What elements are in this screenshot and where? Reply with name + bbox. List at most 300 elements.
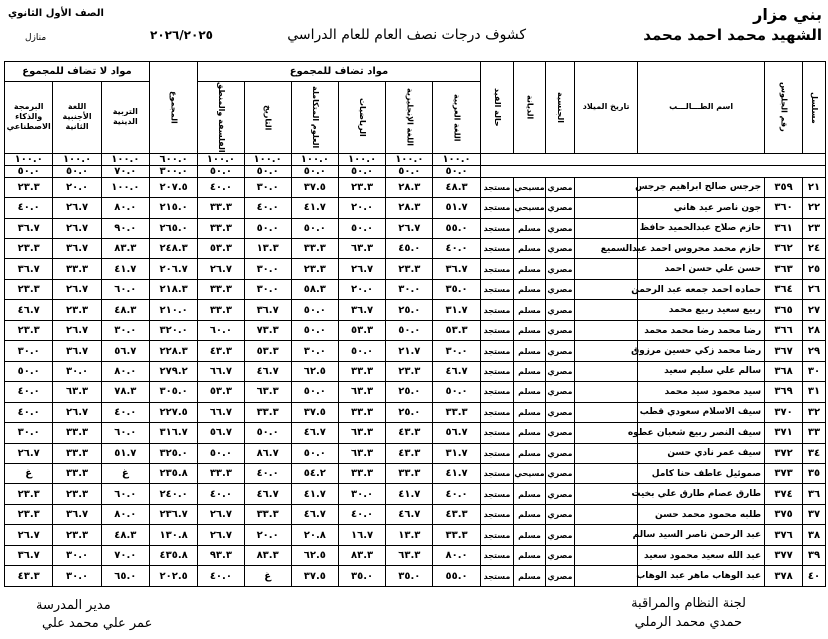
grade-total: ٤٣٥.٨: [149, 545, 197, 565]
birth-cell: [575, 341, 638, 361]
grade-programming: ٤٠.٠: [5, 382, 53, 402]
table-row: [5, 464, 826, 484]
max-grade: ١٠٠.٠: [433, 153, 480, 165]
table-row: [5, 402, 826, 422]
grade-total: ٢٤٨.٣: [149, 239, 197, 259]
grade-programming: ٣٠.٠: [5, 341, 53, 361]
grade-religious: ١٠٠.٠: [101, 177, 149, 197]
grade-philosophy: ٣٣.٣: [198, 464, 244, 484]
religion-cell: مسلم: [514, 545, 545, 565]
grade-science: ٥٨.٣: [291, 279, 338, 299]
grade-philosophy: ٢٦.٧: [198, 504, 244, 524]
grade-history: ٣٠.٠: [244, 177, 291, 197]
grade-philosophy: ٦٠.٠: [198, 320, 244, 340]
student-name: سالم علي سليم سعيد: [638, 361, 765, 381]
min-grades-row: [5, 165, 826, 177]
grade-arabic: ٣١.٧: [433, 443, 480, 463]
nationality-cell: مصري: [545, 279, 574, 299]
religion-cell: مسيحي: [514, 198, 545, 218]
committee-title: لجنة النظام والمراقبة: [631, 596, 746, 611]
grade-religious: ٦٥.٠: [101, 566, 149, 587]
grade-religious: غ: [101, 464, 149, 484]
grade-total: ٣٠٥.٠: [149, 382, 197, 402]
seat-cell: ٣٦٣: [765, 259, 803, 279]
grade-history: ٣٣.٣: [244, 402, 291, 422]
table-row: [5, 239, 826, 259]
grade-philosophy: ٤٠.٠: [198, 177, 244, 197]
status-cell: مستجد: [480, 545, 514, 565]
grade-religious: ٦٠.٠: [101, 484, 149, 504]
serial-cell: ٣١: [802, 382, 825, 402]
religion-cell: مسلم: [514, 484, 545, 504]
seat-cell: ٣٦٢: [765, 239, 803, 259]
grade-total: ٢٤٠.٠: [149, 484, 197, 504]
grade-science: ٦٢.٥: [291, 545, 338, 565]
serial-cell: ٤٠: [802, 566, 825, 587]
grade-philosophy: ٤٠.٠: [198, 566, 244, 587]
status-cell: مستجد: [480, 198, 514, 218]
table-row: [5, 218, 826, 238]
seat-cell: ٣٧٤: [765, 484, 803, 504]
max-grade: ١٠٠.٠: [101, 153, 149, 165]
grade-total: ٢١٠.٠: [149, 300, 197, 320]
grade-total: ٢٢٨.٣: [149, 341, 197, 361]
table-row: [5, 423, 826, 443]
col-religion: الديانة: [514, 62, 545, 154]
grade-science: ٣٧.٥: [291, 177, 338, 197]
grade-english: ٤٦.٧: [386, 504, 433, 524]
max-grade: ٦٠٠.٠: [149, 153, 197, 165]
table-row: [5, 361, 826, 381]
grade-religious: ٦٠.٠: [101, 279, 149, 299]
school-name: الشهيد محمد احمد محمد: [643, 26, 822, 44]
grade-math: ٦٣.٣: [338, 443, 385, 463]
grade-programming: ٢٣.٣: [5, 239, 53, 259]
student-name: سيد محمود سيد محمد: [638, 382, 765, 402]
grade-english: ٢٨.٣: [386, 177, 433, 197]
grade-science: ٣٣.٣: [291, 239, 338, 259]
grade-foreign2: ٣٠.٠: [53, 566, 101, 587]
grade-science: ٤٦.٧: [291, 504, 338, 524]
grade-english: ٤٣.٣: [386, 423, 433, 443]
grade-religious: ٨٣.٣: [101, 239, 149, 259]
grade-foreign2: ٢٣.٣: [53, 525, 101, 545]
min-row-spacer: [480, 165, 825, 177]
serial-cell: ٣٣: [802, 423, 825, 443]
grade-arabic: ٤٨.٣: [433, 177, 480, 197]
birth-cell: [575, 504, 638, 524]
grade-arabic: ٤٠.٠: [433, 484, 480, 504]
grade-religious: ٨٠.٠: [101, 504, 149, 524]
status-cell: مستجد: [480, 361, 514, 381]
grade-philosophy: ٣٣.٣: [198, 198, 244, 218]
status-cell: مستجد: [480, 525, 514, 545]
grade-math: ١٦.٧: [338, 525, 385, 545]
student-name: رضا محمد رضا محمد محمد: [638, 320, 765, 340]
seat-cell: ٣٧٦: [765, 525, 803, 545]
grade-programming: ٤٠.٠: [5, 198, 53, 218]
serial-cell: ٢٤: [802, 239, 825, 259]
birth-cell: [575, 279, 638, 299]
birth-cell: [575, 545, 638, 565]
grade-math: ٨٣.٣: [338, 545, 385, 565]
nationality-cell: مصري: [545, 198, 574, 218]
min-grade: ٥٠.٠: [198, 165, 244, 177]
serial-cell: ٢٣: [802, 218, 825, 238]
student-name: رضا محمد زكي حسين مرزوق: [638, 341, 765, 361]
grade-english: ٢٣.٣: [386, 361, 433, 381]
grade-religious: ٨٠.٠: [101, 198, 149, 218]
grade-programming: ٢٣.٣: [5, 504, 53, 524]
grade-total: ٢٣٦.٧: [149, 504, 197, 524]
birth-cell: [575, 443, 638, 463]
grade-history: ٧٣.٣: [244, 320, 291, 340]
principal-name: عمر علي محمد علي: [42, 616, 153, 631]
grade-religious: ٣٠.٠: [101, 320, 149, 340]
seat-cell: ٣٦٨: [765, 361, 803, 381]
grade-math: ٣٣.٣: [338, 361, 385, 381]
table-row: [5, 525, 826, 545]
table-row: [5, 300, 826, 320]
grade-english: ٦٣.٣: [386, 545, 433, 565]
grade-history: ٤٠.٠: [244, 464, 291, 484]
birth-cell: [575, 464, 638, 484]
grade-religious: ٥١.٧: [101, 443, 149, 463]
grade-english: ٣٣.٣: [386, 464, 433, 484]
max-grade: ١٠٠.٠: [338, 153, 385, 165]
grade-math: ٥٠.٠: [338, 218, 385, 238]
seat-cell: ٣٦٦: [765, 320, 803, 340]
grade-math: ٣٠.٠: [338, 484, 385, 504]
table-row: [5, 259, 826, 279]
max-grade: ١٠٠.٠: [5, 153, 53, 165]
serial-cell: ٢٩: [802, 341, 825, 361]
serial-cell: ٢٢: [802, 198, 825, 218]
status-cell: مستجد: [480, 484, 514, 504]
table-row: [5, 504, 826, 524]
status-cell: مستجد: [480, 402, 514, 422]
birth-cell: [575, 300, 638, 320]
min-grade: ٥٠.٠: [338, 165, 385, 177]
nationality-cell: مصري: [545, 382, 574, 402]
religion-cell: مسلم: [514, 218, 545, 238]
birth-cell: [575, 361, 638, 381]
student-name: سيف الاسلام سعودي قطب: [638, 402, 765, 422]
academic-year: ٢٠٢٦/٢٠٢٥: [150, 28, 213, 42]
nationality-cell: مصري: [545, 545, 574, 565]
serial-cell: ٢١: [802, 177, 825, 197]
grade-foreign2: ٣٣.٣: [53, 443, 101, 463]
grade-arabic: ٥٦.٧: [433, 423, 480, 443]
table-row: [5, 382, 826, 402]
grade-english: ٢٨.٣: [386, 198, 433, 218]
grade-history: ٢٠.٠: [244, 525, 291, 545]
grade-english: ٢٥.٠: [386, 382, 433, 402]
student-name: جرجس صالح ابراهيم جرجس: [638, 177, 765, 197]
max-grade: ١٠٠.٠: [53, 153, 101, 165]
grade-science: ٥٠.٠: [291, 300, 338, 320]
grade-math: ٣٣.٣: [338, 402, 385, 422]
grade-religious: ٥٦.٧: [101, 341, 149, 361]
status-cell: مستجد: [480, 504, 514, 524]
status-cell: مستجد: [480, 239, 514, 259]
status-cell: مستجد: [480, 218, 514, 238]
table-row: [5, 198, 826, 218]
grade-philosophy: ٣٣.٣: [198, 218, 244, 238]
grade-foreign2: ٣٣.٣: [53, 259, 101, 279]
grade-science: ٥٠.٠: [291, 382, 338, 402]
group-not-added: مواد لا تضاف للمجموع: [5, 62, 150, 82]
grade-philosophy: ٥٣.٣: [198, 239, 244, 259]
grade-history: ٣٠.٠: [244, 279, 291, 299]
col-name: اسم الطـــالـــب: [638, 62, 765, 154]
birth-cell: [575, 320, 638, 340]
grade-science: ٥٤.٢: [291, 464, 338, 484]
grade-science: ٣٠.٠: [291, 341, 338, 361]
serial-cell: ٣٠: [802, 361, 825, 381]
seat-cell: ٣٧٨: [765, 566, 803, 587]
report-title: كشوف درجات نصف العام للعام الدراسي: [287, 27, 526, 43]
status-cell: مستجد: [480, 341, 514, 361]
grade-foreign2: ٢٦.٧: [53, 279, 101, 299]
min-grade: ٧٠.٠: [101, 165, 149, 177]
nationality-cell: مصري: [545, 525, 574, 545]
max-grade: ١٠٠.٠: [198, 153, 244, 165]
grade-arabic: ٤٦.٧: [433, 361, 480, 381]
nationality-cell: مصري: [545, 218, 574, 238]
status-cell: مستجد: [480, 320, 514, 340]
grade-foreign2: ٢٦.٧: [53, 320, 101, 340]
religion-cell: مسيحي: [514, 177, 545, 197]
religion-cell: مسلم: [514, 423, 545, 443]
grade-history: ١٣.٣: [244, 239, 291, 259]
grade-science: ٥٠.٠: [291, 218, 338, 238]
grade-foreign2: ٢٠.٠: [53, 177, 101, 197]
grade-history: ٤٦.٧: [244, 361, 291, 381]
status-cell: مستجد: [480, 259, 514, 279]
grade-philosophy: ٣٣.٣: [198, 300, 244, 320]
table-row: [5, 341, 826, 361]
serial-cell: ٣٢: [802, 402, 825, 422]
birth-cell: [575, 402, 638, 422]
religion-cell: مسلم: [514, 239, 545, 259]
grade-history: ٣٣.٣: [244, 504, 291, 524]
seat-cell: ٣٦٥: [765, 300, 803, 320]
grade-programming: ٣٦.٧: [5, 259, 53, 279]
birth-cell: [575, 382, 638, 402]
nationality-cell: مصري: [545, 464, 574, 484]
grade-total: ٢١٥.٠: [149, 198, 197, 218]
principal-title: مدير المدرسة: [36, 598, 111, 613]
student-name: سيف عمر نادي حسن: [638, 443, 765, 463]
grade-arabic: ٣٠.٠: [433, 341, 480, 361]
nationality-cell: مصري: [545, 300, 574, 320]
nationality-cell: مصري: [545, 504, 574, 524]
table-row: [5, 484, 826, 504]
grade-foreign2: ٢٣.٣: [53, 300, 101, 320]
grade-history: ٣٠.٠: [244, 259, 291, 279]
grade-history: ٤٠.٠: [244, 198, 291, 218]
grade-programming: غ: [5, 464, 53, 484]
student-name: حماده احمد جمعه عبد الرحمن: [638, 279, 765, 299]
grade-foreign2: ٢٦.٧: [53, 218, 101, 238]
grade-programming: ٤٠.٠: [5, 402, 53, 422]
serial-cell: ٢٨: [802, 320, 825, 340]
grade-english: ٢٥.٠: [386, 402, 433, 422]
grade-total: ٣١٦.٧: [149, 423, 197, 443]
birth-cell: [575, 198, 638, 218]
col-total: المجموع: [149, 62, 197, 154]
grade-arabic: ٥٥.٠: [433, 218, 480, 238]
grade-foreign2: ٣٦.٧: [53, 504, 101, 524]
grade-philosophy: ٢٦.٧: [198, 259, 244, 279]
max-grade: ١٠٠.٠: [244, 153, 291, 165]
min-grade: ٥٠.٠: [386, 165, 433, 177]
col-history: التاريخ: [244, 82, 291, 154]
grade-religious: ٧٠.٠: [101, 545, 149, 565]
grade-english: ٤٥.٠: [386, 239, 433, 259]
grade-philosophy: ٢٦.٧: [198, 525, 244, 545]
religion-cell: مسلم: [514, 300, 545, 320]
religion-cell: مسلم: [514, 361, 545, 381]
grade-science: ٣٧.٥: [291, 566, 338, 587]
grade-philosophy: ٤٠.٠: [198, 484, 244, 504]
col-birth: تاريخ الميلاد: [575, 62, 638, 154]
student-name: حازم محمد محروس احمد عبدالسميع: [638, 239, 765, 259]
grade-total: ٢٦٥.٠: [149, 218, 197, 238]
religion-cell: مسلم: [514, 341, 545, 361]
grade-total: ٢٠٧.٥: [149, 177, 197, 197]
min-grade: ٣٠٠.٠: [149, 165, 197, 177]
grade-programming: ٢٦.٧: [5, 525, 53, 545]
grade-foreign2: ٣٦.٧: [53, 239, 101, 259]
seat-cell: ٣٧٢: [765, 443, 803, 463]
student-name: حازم صلاح عبدالحميد حافظ: [638, 218, 765, 238]
status-cell: مستجد: [480, 382, 514, 402]
nationality-cell: مصري: [545, 259, 574, 279]
status-cell: مستجد: [480, 423, 514, 443]
grade-science: ٤١.٧: [291, 198, 338, 218]
religion-cell: مسلم: [514, 443, 545, 463]
grade-history: ٥٠.٠: [244, 218, 291, 238]
grade-science: ٢٣.٣: [291, 259, 338, 279]
serial-cell: ٣٦: [802, 484, 825, 504]
col-english: اللغة الإنجليزية: [386, 82, 433, 154]
religion-cell: مسيحي: [514, 464, 545, 484]
birth-cell: [575, 177, 638, 197]
grade-science: ٢٠.٨: [291, 525, 338, 545]
grade-english: ٤١.٧: [386, 484, 433, 504]
max-grade: ١٠٠.٠: [386, 153, 433, 165]
nationality-cell: مصري: [545, 402, 574, 422]
grade-foreign2: ٢٣.٣: [53, 484, 101, 504]
seat-cell: ٣٧٥: [765, 504, 803, 524]
grade-english: ٢٣.٣: [386, 259, 433, 279]
serial-cell: ٢٦: [802, 279, 825, 299]
grade-science: ٣٧.٥: [291, 402, 338, 422]
birth-cell: [575, 566, 638, 587]
grade-total: ٢١٨.٣: [149, 279, 197, 299]
grade-foreign2: ٣٠.٠: [53, 361, 101, 381]
grade-philosophy: ٤٣.٣: [198, 341, 244, 361]
grade-math: ٢٣.٣: [338, 177, 385, 197]
grade-arabic: ٨٠.٠: [433, 545, 480, 565]
religion-cell: مسلم: [514, 320, 545, 340]
religion-cell: مسلم: [514, 279, 545, 299]
seat-cell: ٣٧١: [765, 423, 803, 443]
max-grades-row: [5, 153, 826, 165]
grade-arabic: ٣٥.٠: [433, 279, 480, 299]
group-added: مواد تضاف للمجموع: [198, 62, 480, 82]
grade-total: ٢٠٦.٧: [149, 259, 197, 279]
student-name: طارق عصام طارق علي بخيت: [638, 484, 765, 504]
grade-english: ٢٦.٧: [386, 218, 433, 238]
grade-math: ٢٠.٠: [338, 198, 385, 218]
status-cell: مستجد: [480, 279, 514, 299]
grade-english: ٢٥.٠: [386, 300, 433, 320]
nationality-cell: مصري: [545, 443, 574, 463]
grade-total: ٢٧٩.٢: [149, 361, 197, 381]
grade-math: ٤٠.٠: [338, 504, 385, 524]
grade-math: ٦٣.٣: [338, 423, 385, 443]
grade-philosophy: ٥٣.٣: [198, 382, 244, 402]
nationality-cell: مصري: [545, 566, 574, 587]
serial-cell: ٣٩: [802, 545, 825, 565]
grade-history: غ: [244, 566, 291, 587]
grade-history: ٨٣.٣: [244, 545, 291, 565]
seat-cell: ٣٦٤: [765, 279, 803, 299]
religion-cell: مسلم: [514, 402, 545, 422]
grade-arabic: ٣٣.٣: [433, 402, 480, 422]
grade-science: ٤١.٧: [291, 484, 338, 504]
seat-cell: ٣٦٠: [765, 198, 803, 218]
grade-math: ٣٦.٧: [338, 300, 385, 320]
nationality-cell: مصري: [545, 320, 574, 340]
grade-programming: ٢٣.٣: [5, 320, 53, 340]
grade-arabic: ٥١.٧: [433, 198, 480, 218]
table-row: [5, 566, 826, 587]
grade-programming: ٤٦.٧: [5, 300, 53, 320]
col-foreign2: اللغة الأجنبية الثانية: [53, 82, 101, 154]
nationality-cell: مصري: [545, 177, 574, 197]
grade-religious: ٧٨.٣: [101, 382, 149, 402]
student-name: سيف النصر ربيع شعبان عطوه: [638, 423, 765, 443]
grade-history: ٥٣.٣: [244, 341, 291, 361]
nationality-cell: مصري: [545, 423, 574, 443]
grade-arabic: ٤٠.٠: [433, 239, 480, 259]
grade-science: ٥٠.٠: [291, 320, 338, 340]
max-row-spacer: [480, 153, 825, 165]
grade-english: ٤٣.٣: [386, 443, 433, 463]
grade-foreign2: ٣٣.٣: [53, 464, 101, 484]
grade-foreign2: ٣٠.٠: [53, 545, 101, 565]
grade-philosophy: ٩٣.٣: [198, 545, 244, 565]
grade-math: ٣٥.٠: [338, 566, 385, 587]
student-name: ربيع سعيد ربيع محمد: [638, 300, 765, 320]
min-grade: ٥٠.٠: [53, 165, 101, 177]
grade-programming: ٢٣.٣: [5, 484, 53, 504]
grade-science: ٦٢.٥: [291, 361, 338, 381]
grade-total: ٢٣٥.٨: [149, 464, 197, 484]
grade-philosophy: ٦٦.٧: [198, 361, 244, 381]
nationality-cell: مصري: [545, 361, 574, 381]
grade-science: ٤٦.٧: [291, 423, 338, 443]
student-name: عبد الرحمن ناصر السيد سالم: [638, 525, 765, 545]
col-seat: رقم الجلوس: [765, 62, 803, 154]
seat-cell: ٣٧٣: [765, 464, 803, 484]
min-grade: ٥٠.٠: [433, 165, 480, 177]
grade-english: ٣٥.٠: [386, 566, 433, 587]
